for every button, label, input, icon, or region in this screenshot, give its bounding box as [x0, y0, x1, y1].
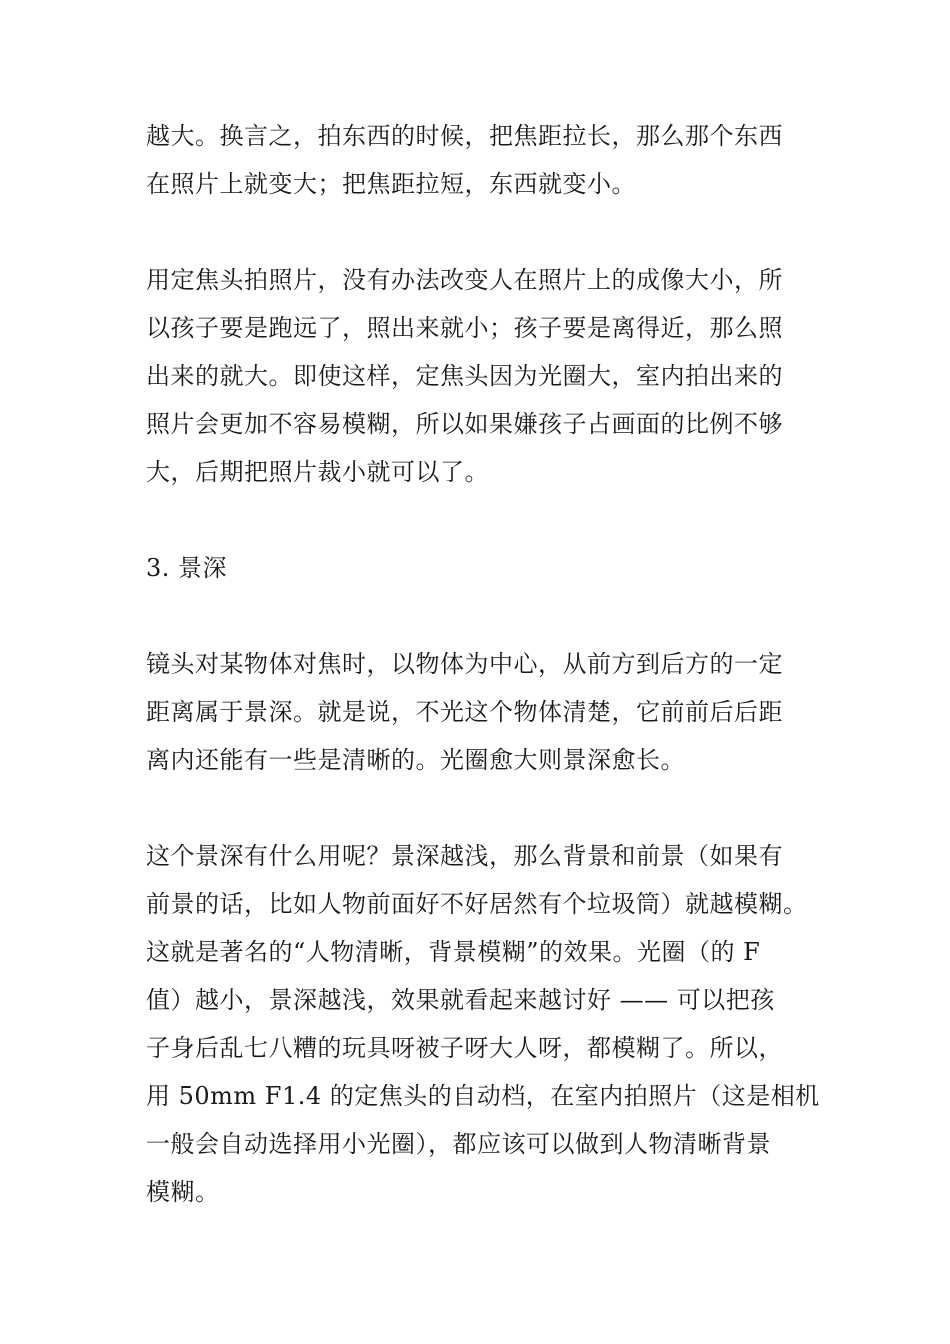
text-line: 离内还能有一些是清晰的。光圈愈大则景深愈长。 — [146, 746, 685, 774]
text-line: 子身后乱七八糟的玩具呀被子呀大人呀，都模糊了。所以， — [146, 1034, 783, 1062]
heading-text: 3. 景深 — [146, 554, 228, 582]
text-line: 前景的话，比如人物前面好不好居然有个垃圾筒）就越模糊。 — [146, 890, 808, 918]
text-line: 以孩子要是跑远了，照出来就小；孩子要是离得近，那么照 — [146, 314, 783, 342]
text-line: 用定焦头拍照片，没有办法改变人在照片上的成像大小，所 — [146, 266, 783, 294]
text-line: 大，后期把照片裁小就可以了。 — [146, 458, 489, 486]
text-line: 用 50mm F1.4 的定焦头的自动档，在室内拍照片（这是相机 — [146, 1082, 820, 1110]
text-line: 值）越小，景深越浅，效果就看起来越讨好 —— 可以把孩 — [146, 986, 775, 1014]
text-line: 距离属于景深。就是说，不光这个物体清楚，它前前后后距 — [146, 698, 783, 726]
text-line: 一般会自动选择用小光圈），都应该可以做到人物清晰背景 — [146, 1130, 771, 1158]
text-line: 模糊。 — [146, 1178, 220, 1206]
text-line: 出来的就大。即使这样，定焦头因为光圈大，室内拍出来的 — [146, 362, 783, 390]
paragraph-depth-of-field-usage — [146, 832, 820, 1216]
text-line: 在照片上就变大；把焦距拉短，东西就变小。 — [146, 170, 636, 198]
text-line: 这就是著名的“人物清晰，背景模糊”的效果。光圈（的 F — [146, 938, 761, 966]
text-line: 这个景深有什么用呢？景深越浅，那么背景和前景（如果有 — [146, 842, 783, 870]
paragraph-depth-of-field-definition — [146, 640, 816, 784]
paragraph-prime-lens — [146, 256, 816, 496]
text-line: 镜头对某物体对焦时，以物体为中心，从前方到后方的一定 — [146, 650, 783, 678]
paragraph-focal-length-effect — [146, 112, 816, 208]
text-line: 越大。换言之，拍东西的时候，把焦距拉长，那么那个东西 — [146, 122, 783, 150]
text-line: 照片会更加不容易模糊，所以如果嫌孩子占画面的比例不够 — [146, 410, 783, 438]
section-heading-depth-of-field — [146, 544, 816, 592]
